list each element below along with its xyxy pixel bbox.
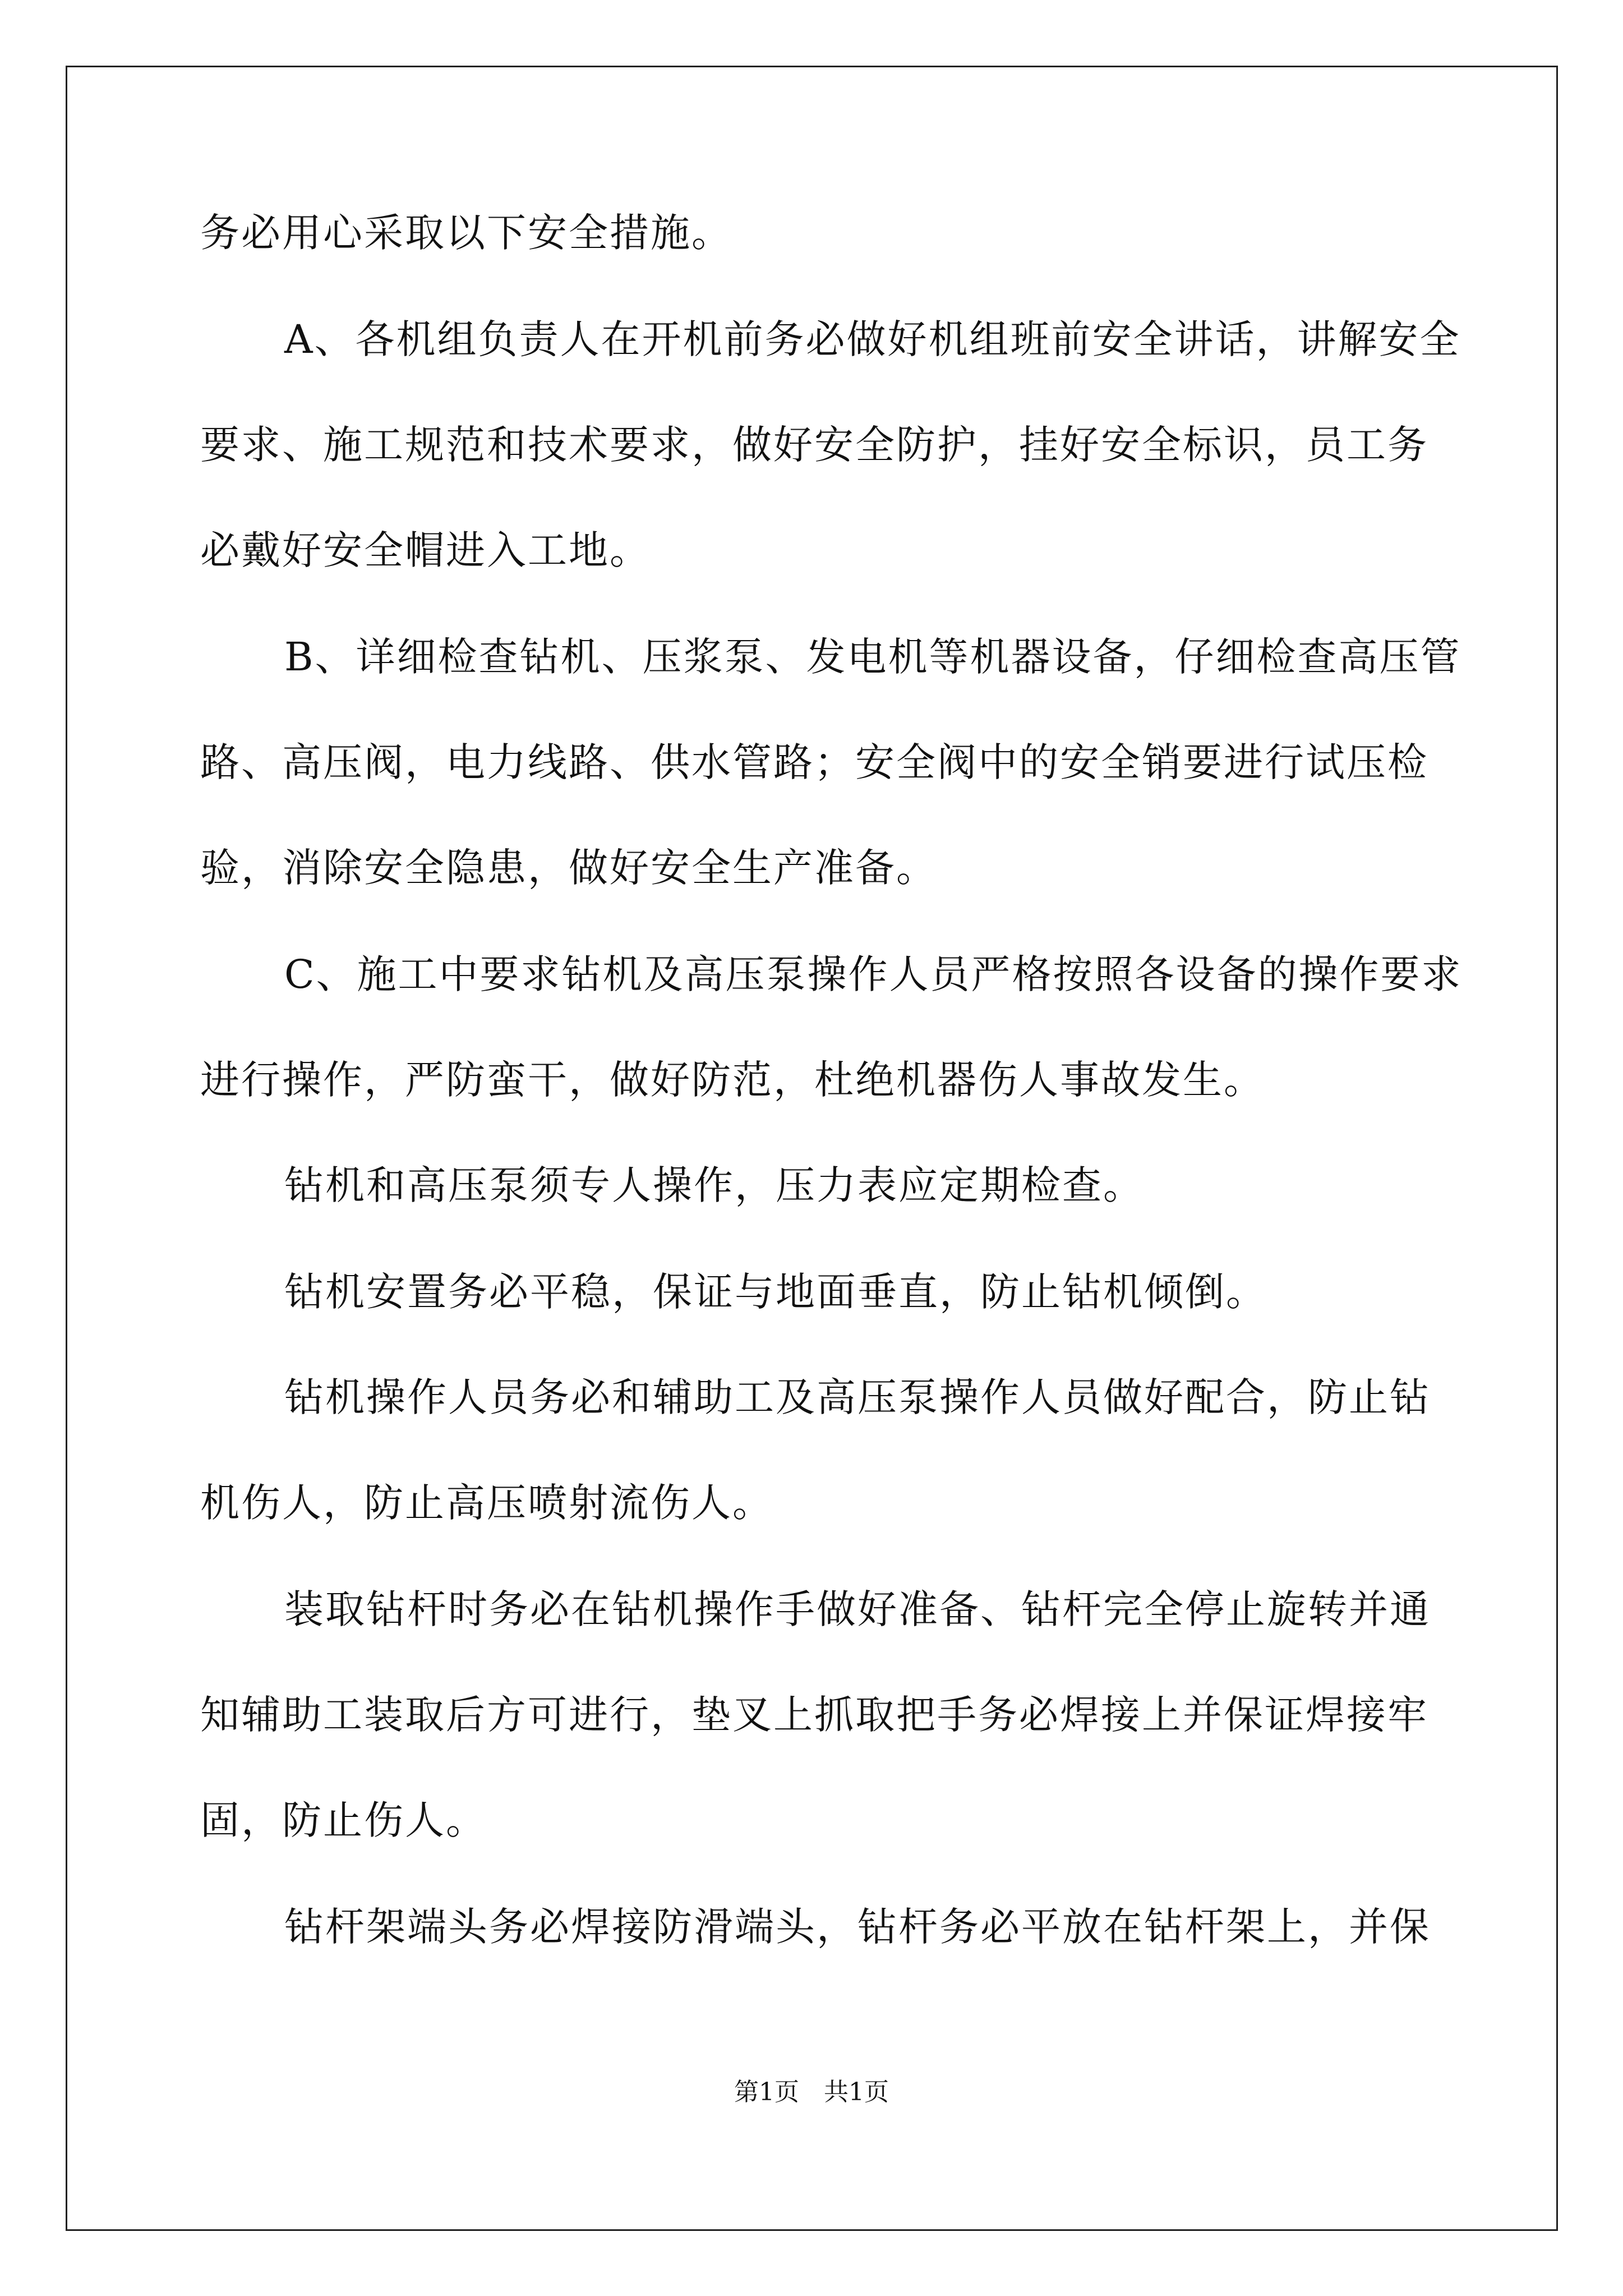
text-line: 钻机操作人员务必和辅助工及高压泵操作人员做好配合，防止钻 xyxy=(284,1374,1431,1420)
text-line: 装取钻杆时务必在钻机操作手做好准备、钻杆完全停止旋转并通 xyxy=(284,1586,1431,1632)
text-line: A、各机组负责人在开机前务必做好机组班前安全讲话，讲解安全 xyxy=(284,316,1461,362)
text-line: 机伤人，防止高压喷射流伤人。 xyxy=(200,1480,773,1526)
text-line: B、详细检查钻机、压浆泵、发电机等机器设备，仔细检查高压管 xyxy=(284,634,1461,680)
text-line: C、施工中要求钻机及高压泵操作人员严格按照各设备的操作要求 xyxy=(284,951,1463,997)
page-number-footer: 第1页 共1页 xyxy=(734,2078,889,2106)
text-line: 进行操作，严防蛮干，做好防范，杜绝机器伤人事故发生。 xyxy=(200,1057,1265,1103)
text-line: 钻机安置务必平稳，保证与地面垂直，防止钻机倾倒。 xyxy=(284,1269,1267,1315)
text-line: 路、高压阀，电力线路、供水管路；安全阀中的安全销要进行试压检 xyxy=(200,739,1428,785)
text-line: 钻机和高压泵须专人操作，压力表应定期检查。 xyxy=(284,1162,1144,1208)
text-line: 验，消除安全隐患，做好安全生产准备。 xyxy=(200,845,937,891)
text-line: 钻杆架端头务必焊接防滑端头，钻杆务必平放在钻杆架上，并保 xyxy=(284,1904,1431,1950)
text-line: 固，防止伤人。 xyxy=(200,1797,487,1843)
text-line: 要求、施工规范和技术要求，做好安全防护，挂好安全标识，员工务 xyxy=(200,422,1428,468)
text-line: 务必用心采取以下安全措施。 xyxy=(200,210,732,256)
text-line: 必戴好安全帽进入工地。 xyxy=(200,527,651,573)
text-line: 知辅助工装取后方可进行，垫叉上抓取把手务必焊接上并保证焊接牢 xyxy=(200,1692,1428,1738)
